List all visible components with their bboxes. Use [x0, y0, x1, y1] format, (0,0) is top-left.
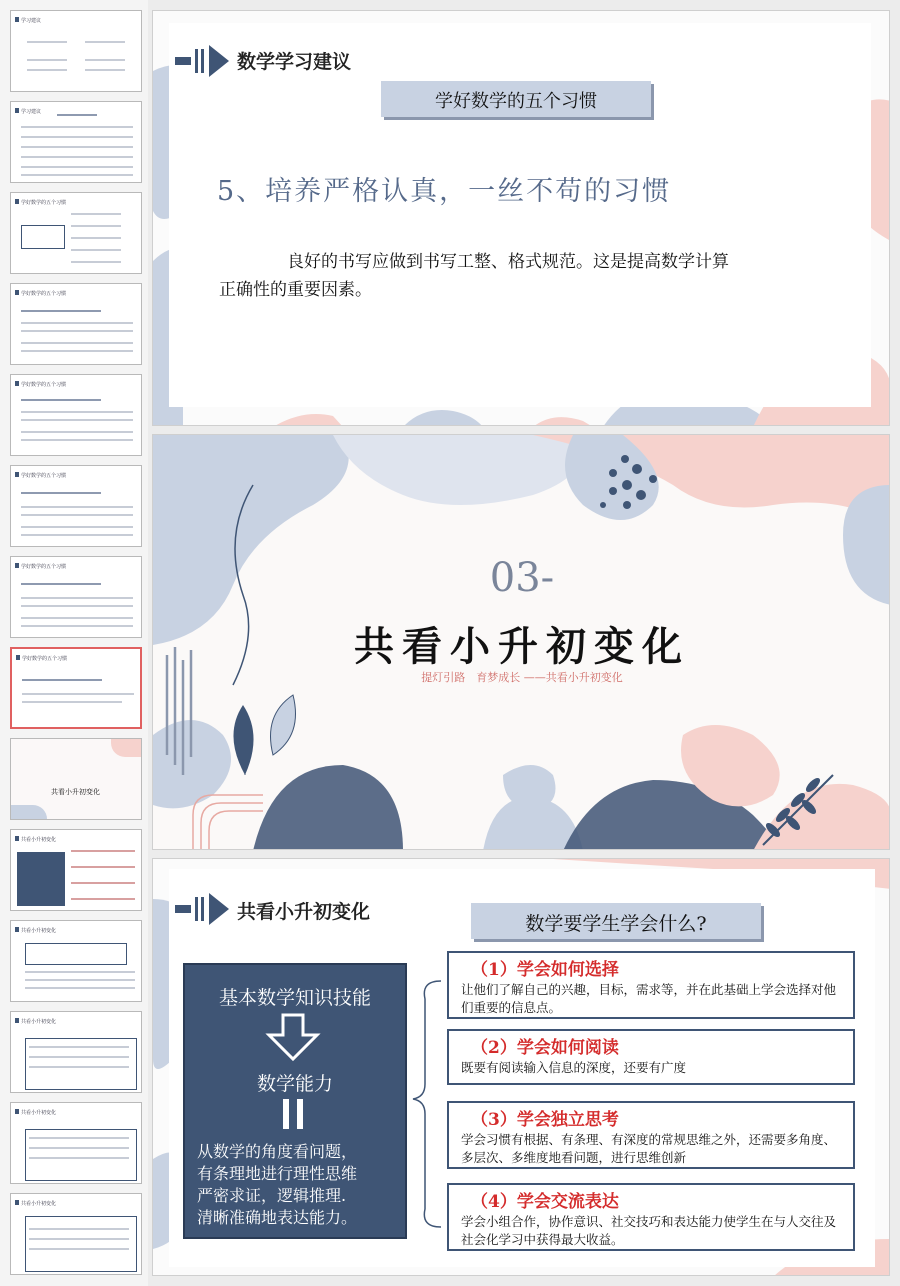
habit-body-line2: 正确性的重要因素。 — [219, 280, 372, 300]
thumb-bar-icon — [15, 563, 19, 568]
equals-bar-left — [283, 1099, 289, 1129]
thumb-bar-icon — [15, 17, 19, 22]
goal-box-communicate — [447, 1183, 855, 1251]
thumb-bar-icon — [16, 655, 20, 660]
goal-heading: （4）学会交流表达 — [471, 1192, 619, 1212]
thumb-bar-icon — [15, 927, 19, 932]
math-ability-label: 数学能力 — [256, 1073, 333, 1095]
slide-thumbnail-3[interactable] — [10, 192, 142, 274]
goal-text: 学会习惯有根据、有条理、有深度的常规思维之外，还需要多角度、多层次、多维度地看问题，进行思维创新 — [461, 1132, 837, 1165]
slide-thumbnail-13[interactable] — [10, 1102, 142, 1184]
thumb-bar-icon — [15, 836, 19, 841]
slide-habit-5 — [152, 10, 890, 426]
thumb-title: 共看小升初变化 — [21, 1019, 57, 1025]
slide-thumbnail-9[interactable] — [10, 738, 142, 820]
equals-bar-right — [297, 1099, 303, 1129]
slide-thumbnail-2[interactable] — [10, 101, 142, 183]
goal-text: 既要有阅读输入信息的深度，还要有广度 — [461, 1060, 687, 1075]
thumb-title: 共看小升初变化 — [21, 837, 57, 843]
question-text: 数学要学生学会什么? — [525, 913, 707, 935]
thumb-title: 共看小升初变化 — [21, 1201, 57, 1207]
subtitle-text: 学好数学的五个习惯 — [435, 91, 597, 112]
thumb-title: 学习建议 — [21, 18, 42, 24]
slide-thumbnail-8-selected[interactable] — [10, 647, 142, 729]
goal-box-read — [447, 1029, 855, 1085]
slide-thumbnail-10[interactable] — [10, 829, 142, 911]
thumb-title: 学习建议 — [21, 109, 42, 115]
habit-heading: 5、培养严格认真，一丝不苟的习惯 — [217, 176, 672, 207]
slide-thumbnail-panel — [0, 0, 148, 1286]
thumb-bar-icon — [15, 1200, 19, 1205]
goal-heading: （2）学会如何阅读 — [471, 1038, 619, 1058]
thumb-title: 学好数学的五个习惯 — [21, 291, 67, 297]
goal-box-think — [447, 1101, 855, 1169]
section-title: 共看小升初变化 — [237, 901, 371, 923]
down-arrow-icon — [263, 1013, 323, 1063]
thumb-title: 学好数学的五个习惯 — [21, 382, 67, 388]
thumb-title: 共看小升初变化 — [51, 788, 100, 796]
bracket-connector — [411, 979, 451, 1229]
section-title: 数学学习建议 — [237, 51, 352, 73]
thumb-bar-icon — [15, 472, 19, 477]
thumb-bar-icon — [15, 1018, 19, 1023]
slide-thumbnail-14[interactable] — [10, 1193, 142, 1275]
core-knowledge-label: 基本数学知识技能 — [218, 987, 371, 1009]
thumb-bar-icon — [15, 290, 19, 295]
thumb-bar-icon — [15, 108, 19, 113]
math-ability-description: 从数学的角度看问题， 有条理地进行理性思维 严密求证，逻辑推理. 清晰准确地表达能力。 — [197, 1142, 358, 1227]
goal-heading: （3）学会独立思考 — [471, 1110, 619, 1130]
goal-box-choose — [447, 951, 855, 1019]
thumb-bar-icon — [15, 1109, 19, 1114]
slide-thumbnail-7[interactable] — [10, 556, 142, 638]
thumb-title: 共看小升初变化 — [21, 1110, 57, 1116]
goal-text: 学会小组合作，协作意识、社交技巧和表达能力使学生在与人交往及社会化学习中获得最大收益。 — [461, 1214, 837, 1247]
slide-thumbnail-11[interactable] — [10, 920, 142, 1002]
thumb-title: 学好数学的五个习惯 — [21, 473, 67, 479]
thumb-title: 学好数学的五个习惯 — [21, 200, 67, 206]
section-cover-title: 共看小升初变化 — [354, 623, 690, 670]
slide-thumbnail-1[interactable] — [10, 10, 142, 92]
slide-thumbnail-12[interactable] — [10, 1011, 142, 1093]
goal-heading: （1）学会如何选择 — [471, 960, 619, 980]
slide-thumbnail-4[interactable] — [10, 283, 142, 365]
section-cover-tagline: 提灯引路 育梦成长 ——共看小升初变化 — [421, 671, 623, 684]
section-arrow-icon — [175, 43, 235, 79]
slide-thumbnail-5[interactable] — [10, 374, 142, 456]
slide-section-cover-03 — [152, 434, 890, 850]
thumb-bar-icon — [15, 381, 19, 386]
thumb-title: 学好数学的五个习惯 — [21, 564, 67, 570]
habit-body-line1: 良好的书写应做到书写工整、格式规范。这是提高数学计算 — [287, 252, 729, 272]
section-arrow-icon — [175, 891, 235, 927]
goal-text: 让他们了解自己的兴趣，目标，需求等，并在此基础上学会选择对他们重要的信息点。 — [461, 982, 837, 1015]
thumb-bar-icon — [15, 199, 19, 204]
slide-thumbnail-6[interactable] — [10, 465, 142, 547]
thumb-title: 共看小升初变化 — [21, 928, 57, 934]
section-number: 03- — [489, 555, 555, 601]
thumb-title: 学好数学的五个习惯 — [22, 656, 68, 662]
slide-math-learning-goals — [152, 858, 890, 1276]
